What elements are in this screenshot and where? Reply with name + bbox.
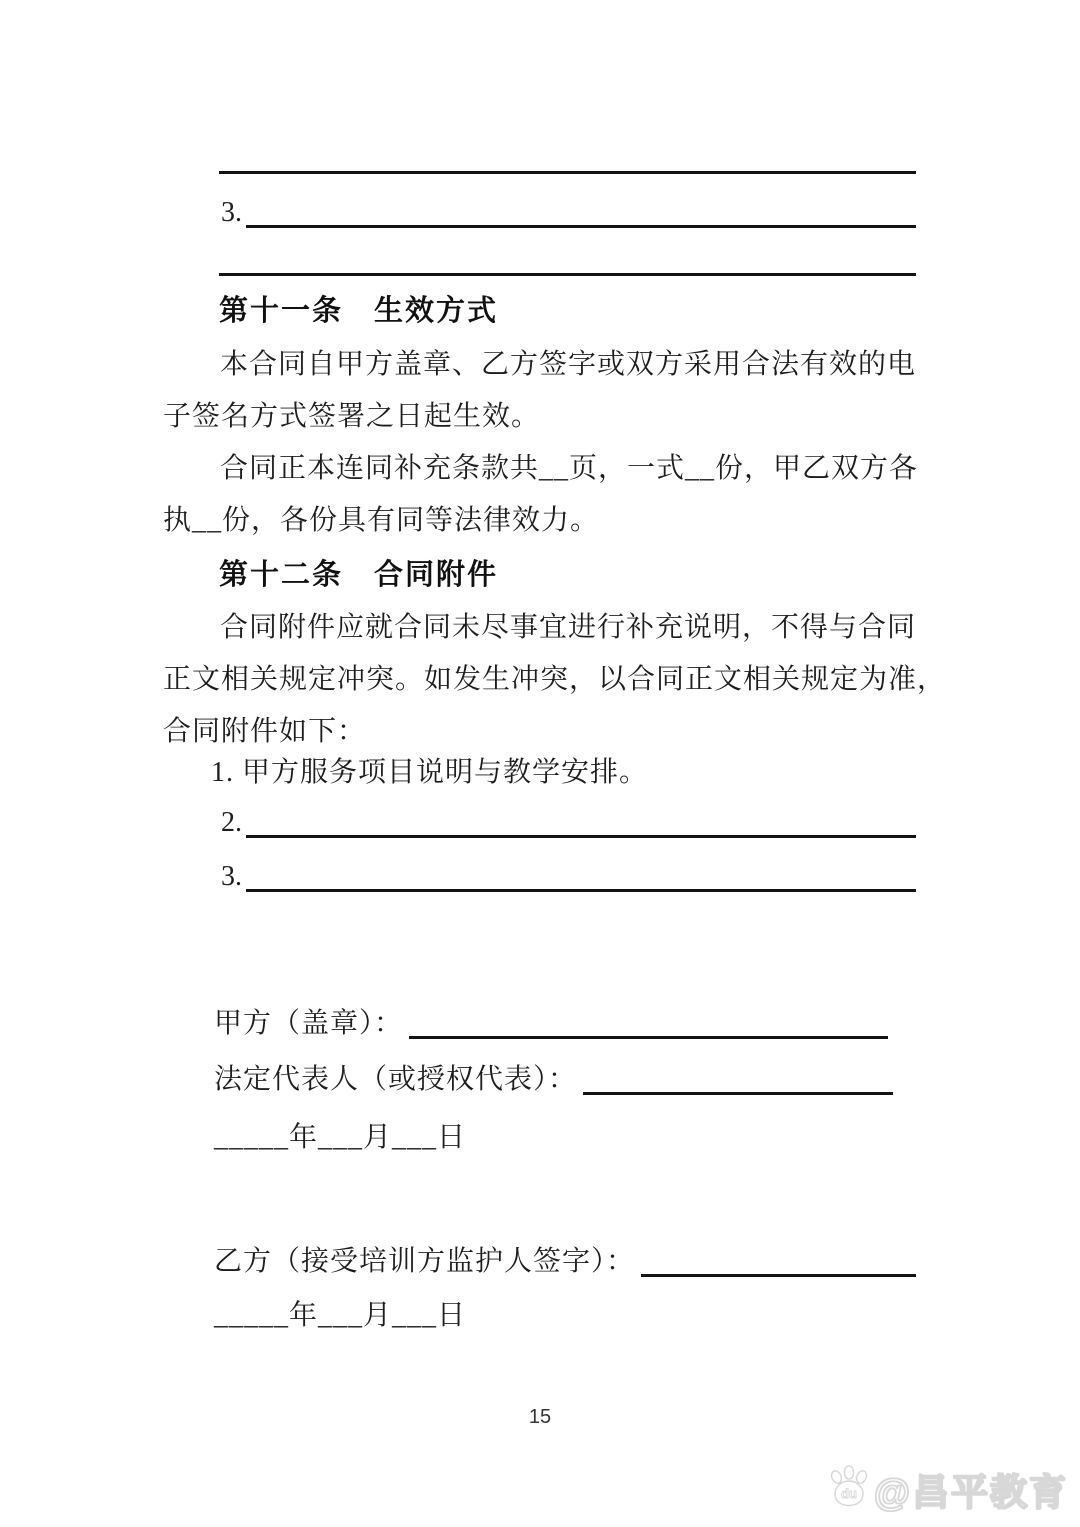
watermark-text: @昌平教育 <box>873 1472 1068 1513</box>
party-b-signature-row <box>214 1244 916 1280</box>
signature-underline <box>409 1009 888 1039</box>
paragraph-line: 正文相关规定冲突。如发生冲突，以合同正文相关规定为准， <box>163 664 947 695</box>
item-text: 甲方服务项目说明与教学安排。 <box>242 757 649 788</box>
article-11-heading: 第十一条 生效方式 <box>219 295 499 327</box>
legal-representative-row <box>214 1062 893 1098</box>
paragraph-line: 子签名方式签署之日起生效。 <box>163 401 541 432</box>
party-b-signature-label: 乙方（接受培训方监护人签字）： <box>214 1246 636 1277</box>
party-b-date-line: _____年___月___日 <box>214 1300 467 1331</box>
attachment-item-1 <box>163 755 916 791</box>
paragraph-line: 合同附件应就合同未尽事宜进行补充说明，不得与合同 <box>220 612 917 643</box>
signature-underline <box>583 1065 893 1095</box>
article-12-heading: 第十二条 合同附件 <box>219 559 499 591</box>
paragraph-line: 本合同自甲方盖章、乙方签字或双方采用合法有效的电 <box>220 349 917 380</box>
paragraph-line: 合同附件如下： <box>163 716 367 747</box>
item-number: 1. <box>211 757 234 788</box>
watermark <box>826 1462 1068 1516</box>
party-a-seal-row <box>214 1006 888 1042</box>
paragraph-line: 执__份，各份具有同等法律效力。 <box>163 505 600 536</box>
top-blank-item-3 <box>163 196 916 230</box>
party-a-date-line: _____年___月___日 <box>214 1122 467 1153</box>
attachment-item-3 <box>163 860 916 894</box>
baidu-paw-icon <box>826 1464 872 1515</box>
party-a-seal-label: 甲方（盖章）： <box>214 1008 404 1039</box>
blank-continuation-line <box>219 273 916 276</box>
blank-continuation-line <box>219 171 916 174</box>
item-number: 3. <box>221 861 242 892</box>
signature-underline <box>641 1247 916 1277</box>
blank-underline <box>246 198 916 228</box>
page-number: 15 <box>528 1406 552 1428</box>
legal-representative-label: 法定代表人（或授权代表）： <box>214 1064 578 1095</box>
attachment-item-2 <box>163 806 916 840</box>
item-number: 2. <box>221 807 242 838</box>
paragraph-line: 合同正本连同补充条款共__页，一式__份，甲乙双方各 <box>220 453 919 484</box>
blank-underline <box>246 808 916 838</box>
blank-underline <box>246 862 916 892</box>
baidu-paw-du-text: du <box>840 1485 857 1501</box>
item-number: 3. <box>221 197 242 228</box>
